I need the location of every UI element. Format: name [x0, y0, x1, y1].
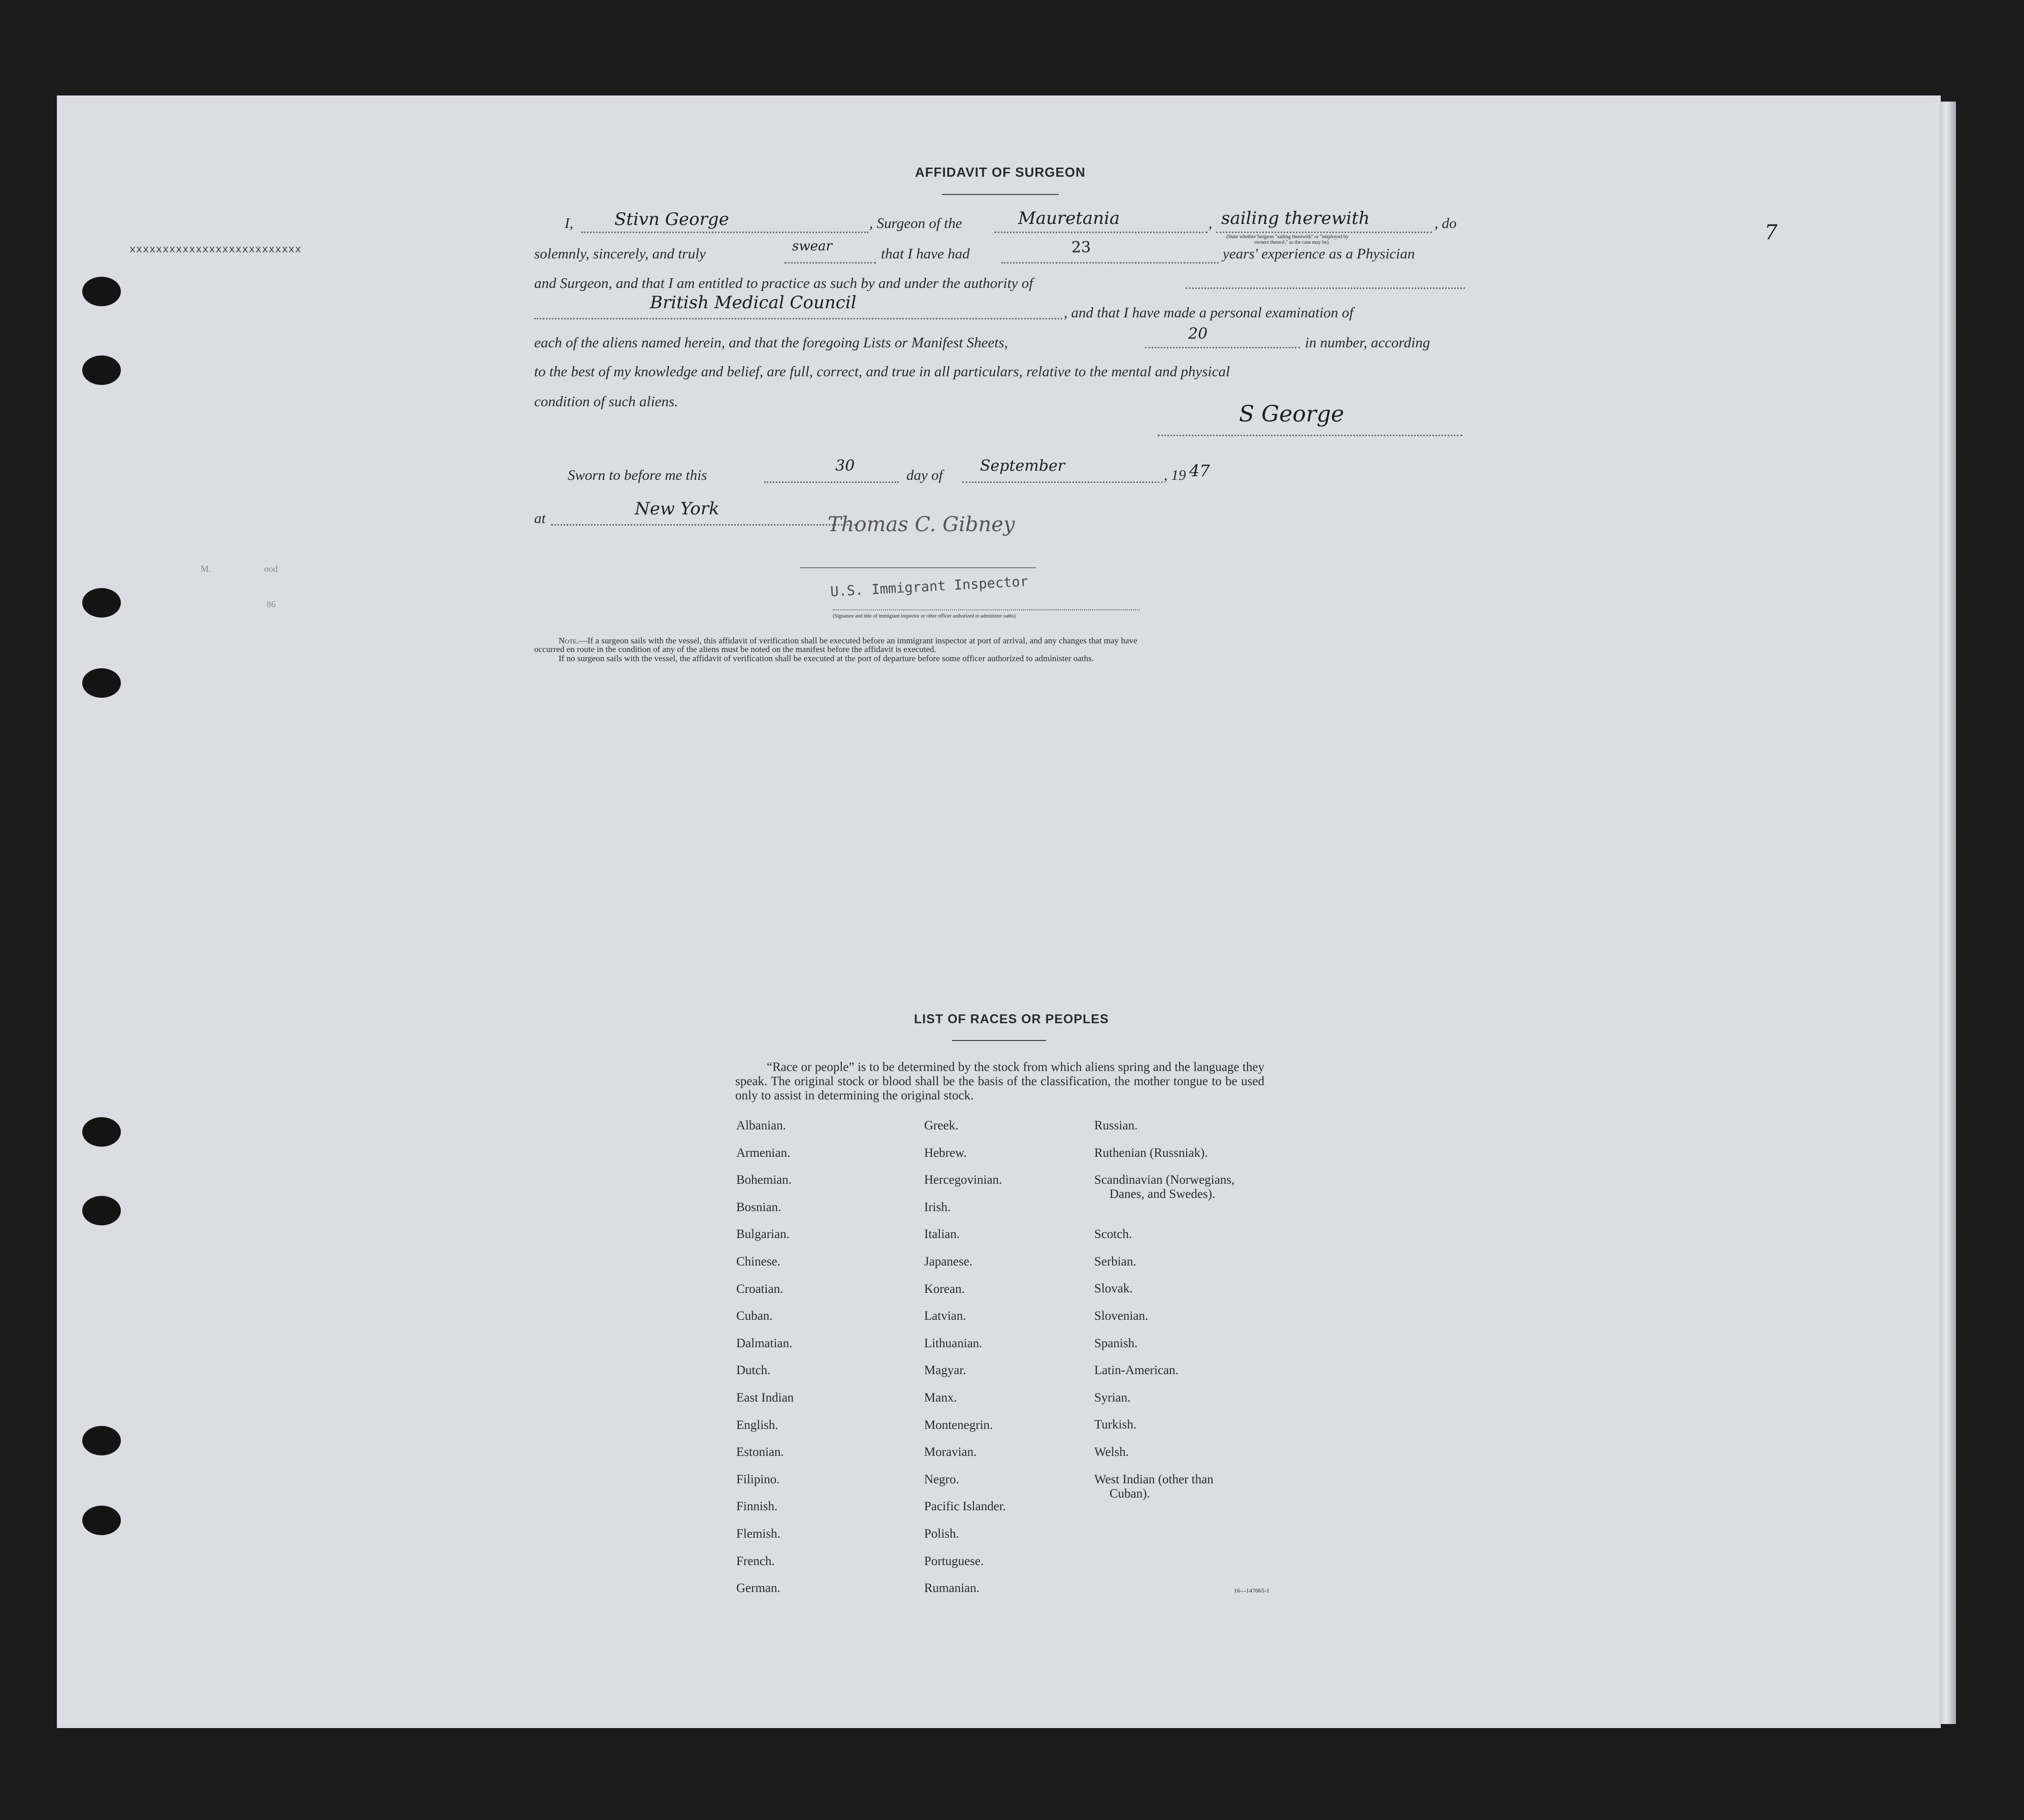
inspector-stamp: U.S. Immigrant Inspector	[830, 573, 1029, 600]
affidavit-title: AFFIDAVIT OF SURGEON	[915, 165, 1086, 180]
year-value: 47	[1189, 461, 1210, 480]
race-item: Scotch.	[1094, 1227, 1132, 1242]
vessel-name: Mauretania	[1018, 208, 1120, 229]
races-column-1	[736, 1119, 794, 1609]
race-item: Korean.	[924, 1282, 965, 1296]
race-item: Albanian.	[736, 1119, 786, 1132]
sailing-note: (State whether Surgeon "sailing therewith" or "employed by	[1226, 234, 1349, 240]
line1-text: ,	[1209, 215, 1213, 232]
note-line-3: If no surgeon sails with the vessel, the affidavit of verification shall be executed at the port of departure before some officer authorized to administer oaths.	[559, 654, 1094, 663]
margin-marks: xxxxxxxxxxxxxxxxxxxxxxxxxx	[129, 243, 302, 255]
sworn-text: , 19	[1164, 467, 1186, 483]
line1-text: , do	[1434, 215, 1457, 232]
race-item: Magyar.	[924, 1363, 966, 1378]
at-text: at	[534, 510, 546, 527]
race-item: Syrian.	[1094, 1390, 1131, 1405]
form-number: 16—147065-1	[1234, 1587, 1269, 1594]
fill-line	[551, 524, 856, 526]
sheet-edge	[1940, 102, 1956, 1724]
sheets-count: 20	[1188, 325, 1208, 343]
race-item: Spanish.	[1094, 1336, 1138, 1350]
race-item: Croatian.	[736, 1282, 784, 1296]
line4-text: , and that I have made a personal examination of	[1064, 305, 1354, 321]
note-label: Note.	[559, 636, 579, 645]
binder-hole	[82, 1426, 121, 1455]
race-item: Polish.	[924, 1526, 959, 1541]
race-item: Italian.	[924, 1227, 960, 1242]
race-item: Rumanian.	[924, 1581, 980, 1596]
sworn-text: Sworn to before me this	[568, 467, 707, 483]
race-item: Cuban.	[736, 1309, 773, 1323]
race-item: Finnish.	[736, 1500, 778, 1514]
race-item: Bosnian.	[736, 1200, 781, 1214]
race-item: East Indian	[736, 1390, 794, 1405]
note-line-2: occurred en route in the condition of any of the aliens must be noted on the manifest before the affidavit is executed.	[534, 644, 936, 654]
fill-line	[994, 232, 1207, 233]
surgeon-name: Stivn George	[614, 209, 729, 230]
officer-line	[800, 567, 1036, 568]
title-rule	[942, 194, 1059, 195]
years-value: 23	[1071, 239, 1091, 256]
line2-text: solemnly, sincerely, and truly	[534, 246, 706, 262]
race-item: Turkish.	[1094, 1418, 1137, 1432]
fill-line	[581, 232, 868, 233]
page-number: 7	[1765, 221, 1778, 244]
day-value: 30	[835, 457, 855, 475]
race-item: Hebrew.	[924, 1146, 967, 1160]
line5-text: each of the aliens named herein, and that the foregoing Lists or Manifest Sheets,	[534, 335, 1008, 351]
binder-hole	[82, 355, 121, 385]
fill-line	[1216, 232, 1432, 233]
race-item: Portuguese.	[924, 1554, 984, 1568]
fill-line	[1001, 262, 1219, 264]
race-item: Greek.	[924, 1119, 959, 1132]
faint-mark: 86	[267, 599, 276, 609]
races-column-2	[924, 1119, 1006, 1609]
race-item: Moravian.	[924, 1445, 977, 1459]
fill-line	[785, 262, 876, 264]
race-item: Irish.	[924, 1200, 951, 1214]
fill-line	[764, 481, 899, 483]
line3-text: and Surgeon, and that I am entitled to practice as such by and under the authority of	[534, 275, 1033, 291]
race-item: Dutch.	[736, 1363, 771, 1378]
race-item: Welsh.	[1094, 1445, 1129, 1459]
binder-hole	[82, 277, 121, 306]
race-item-text: Danes, and Swedes).	[1109, 1187, 1216, 1201]
surgeon-signature: S George	[1239, 401, 1345, 427]
race-item: Flemish.	[736, 1526, 780, 1541]
race-item: Slovak.	[1094, 1282, 1133, 1296]
binder-hole	[82, 1196, 121, 1225]
race-item: Lithuanian.	[924, 1336, 983, 1350]
race-item: Latin-American.	[1094, 1363, 1179, 1378]
sailing-note: owners thereof," as the case may be)	[1254, 240, 1329, 245]
line5-text: in number, according	[1305, 335, 1430, 351]
line6-text: to the best of my knowledge and belief, are full, correct, and true in all particulars, relative to the mental and physical	[534, 364, 1230, 380]
race-item: Manx.	[924, 1390, 957, 1405]
race-item: Latvian.	[924, 1309, 966, 1323]
fill-line	[1145, 347, 1300, 348]
race-item: Negro.	[924, 1472, 959, 1486]
race-item: Hercegovinian.	[924, 1173, 1002, 1187]
race-item	[1094, 1173, 1234, 1227]
race-item: Ruthenian (Russniak).	[1094, 1146, 1208, 1160]
place-value: New York	[635, 499, 720, 519]
oath-word: swear	[792, 239, 832, 254]
line1-text: I,	[565, 215, 573, 232]
binder-hole	[82, 1506, 121, 1535]
binder-hole	[82, 668, 121, 698]
authority-name: British Medical Council	[650, 292, 857, 313]
races-title-rule	[952, 1040, 1046, 1041]
note-text: —If a surgeon sails with the vessel, this affidavit of verification shall be executed before an immigrant inspector at port of arrival, and any changes that may have	[578, 636, 1137, 645]
officer-signature: Thomas C. Gibney	[828, 513, 1015, 536]
race-item: Serbian.	[1094, 1254, 1136, 1269]
line1-text: , Surgeon of the	[869, 215, 962, 232]
race-item: Filipino.	[736, 1472, 780, 1486]
race-item: Russian.	[1094, 1119, 1138, 1132]
races-title: LIST OF RACES OR PEOPLES	[914, 1012, 1109, 1026]
race-item	[1094, 1473, 1234, 1500]
race-item: English.	[736, 1418, 778, 1432]
signature-caption: (Signature and title of immigrant inspector or other officer authorized to administer oaths)	[833, 613, 1016, 619]
race-item: German.	[736, 1581, 780, 1596]
race-item: French.	[736, 1554, 775, 1568]
race-item-text: Cuban).	[1109, 1486, 1150, 1501]
month-value: September	[980, 457, 1065, 475]
races-column-3	[1094, 1119, 1234, 1500]
faint-mark: ood	[264, 564, 278, 574]
sailing-status: sailing therewith	[1221, 208, 1370, 229]
signature-caption-line	[833, 609, 1140, 610]
fill-line	[1186, 287, 1465, 289]
race-item: Dalmatian.	[736, 1336, 793, 1350]
race-item: Armenian.	[736, 1146, 791, 1160]
faint-mark: M.	[201, 564, 211, 574]
line2-text: years' experience as a Physician	[1223, 246, 1415, 262]
race-item: Japanese.	[924, 1254, 973, 1269]
race-item: Bulgarian.	[736, 1227, 790, 1242]
races-intro: “Race or people” is to be determined by the stock from which aliens spring and the language they speak. The original stock or blood shall be the basis of the classification, the mother tongue to be used only to assist in determining the original stock.	[735, 1060, 1264, 1102]
line2-text: that I have had	[881, 246, 970, 262]
note-line-1	[559, 636, 1137, 645]
race-item: Slovenian.	[1094, 1309, 1149, 1323]
signature-line	[1158, 435, 1462, 436]
fill-line	[962, 481, 1163, 483]
race-item: Montenegrin.	[924, 1418, 993, 1432]
binder-hole	[82, 1117, 121, 1147]
race-item-text: Scandinavian (Norwegians,	[1094, 1173, 1235, 1187]
race-item: Bohemian.	[736, 1173, 792, 1187]
fill-line	[534, 318, 1062, 319]
race-item: Pacific Islander.	[924, 1500, 1006, 1514]
line7-text: condition of such aliens.	[534, 394, 678, 410]
sworn-text: day of	[906, 467, 943, 483]
race-item: Estonian.	[736, 1445, 784, 1459]
race-item-text: West Indian (other than	[1094, 1472, 1214, 1486]
binder-hole	[82, 588, 121, 618]
race-item: Chinese.	[736, 1254, 780, 1269]
